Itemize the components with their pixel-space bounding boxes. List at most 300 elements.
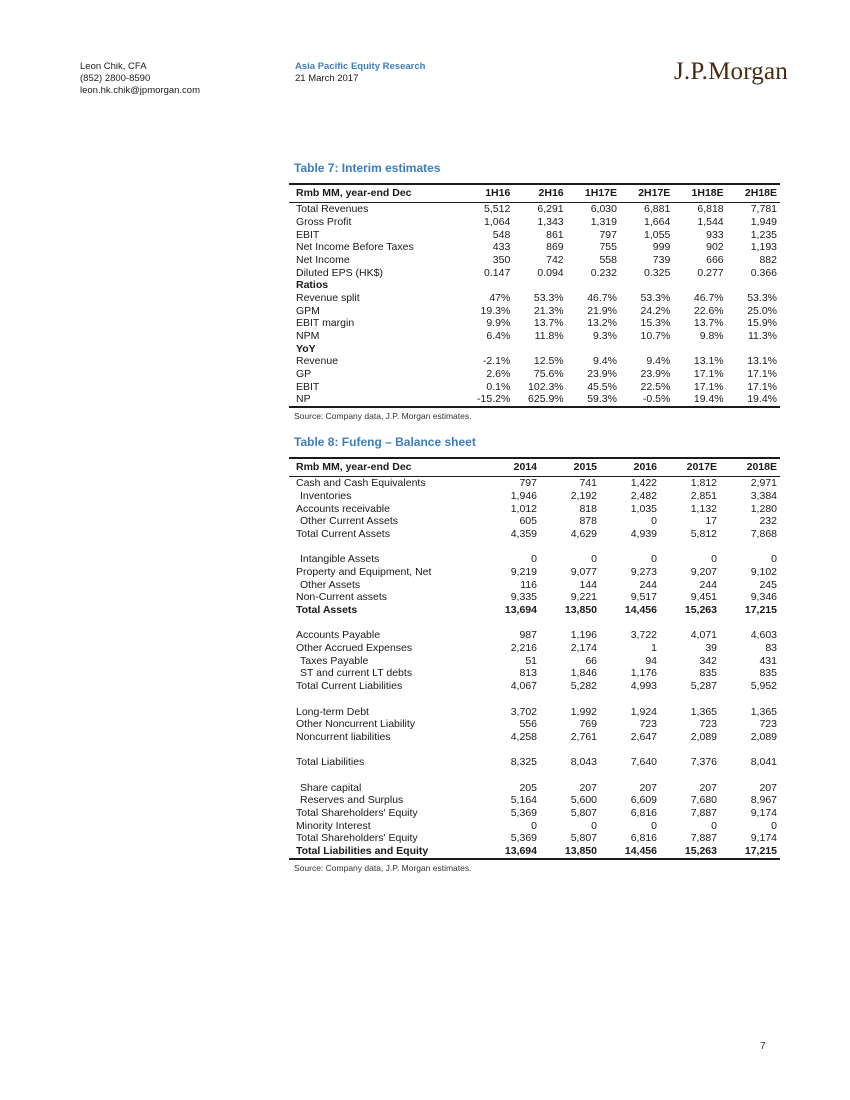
table-row [289, 794, 780, 807]
cell-value: 7,680 [690, 794, 717, 807]
cell-value: 1,235 [750, 228, 777, 241]
cell-value: 5,807 [570, 832, 597, 845]
row-label: Revenue split [296, 291, 360, 304]
table-row [289, 266, 780, 279]
cell-value: 8,041 [750, 756, 777, 769]
cell-value: 46.7% [587, 291, 617, 304]
cell-value: 244 [699, 578, 717, 591]
table-row [289, 642, 780, 655]
cell-value: 7,376 [690, 756, 717, 769]
cell-value: 0.277 [697, 266, 724, 279]
cell-value: 5,369 [510, 807, 537, 820]
cell-value: 548 [492, 228, 511, 241]
cell-value: 1,812 [690, 477, 717, 490]
cell-value: 0 [531, 553, 537, 566]
cell-value: 15,263 [684, 845, 717, 858]
cell-value: 7,868 [750, 527, 777, 540]
cell-value: 207 [639, 781, 657, 794]
table-row [289, 477, 780, 490]
cell-value: 5,807 [570, 807, 597, 820]
cell-value: 13.2% [587, 317, 617, 330]
cell-value: 53.3% [640, 291, 671, 304]
cell-value: 797 [599, 228, 617, 241]
cell-value: 207 [759, 781, 777, 794]
cell-value: 6,816 [630, 807, 657, 820]
cell-value: 861 [546, 228, 564, 241]
interim-estimates-table [289, 183, 780, 408]
table-row [289, 381, 780, 394]
cell-value: 66 [585, 654, 597, 667]
cell-value: 723 [699, 718, 717, 731]
column-header: 2H18E [744, 187, 777, 199]
cell-value: 1,319 [590, 215, 617, 228]
interim-estimates-section [289, 161, 780, 421]
column-header: 2015 [573, 461, 597, 473]
cell-value: 59.3% [587, 393, 617, 406]
author-phone: (852) 2800-8590 [80, 72, 151, 84]
cell-value: 244 [639, 578, 657, 591]
column-header: 2H16 [538, 187, 564, 199]
cell-value: 17 [705, 515, 717, 528]
table-row [289, 591, 780, 604]
cell-value: 1,946 [510, 489, 537, 502]
table-row [289, 502, 780, 515]
cell-value: 0 [651, 515, 657, 528]
cell-value: 2,192 [570, 489, 597, 502]
cell-value: 1,132 [690, 502, 717, 515]
cell-value: 2,761 [570, 730, 597, 743]
cell-value: 8,043 [570, 756, 597, 769]
cell-value: 15.3% [640, 317, 671, 330]
cell-value: 13.7% [693, 317, 724, 330]
cell-value: 9,273 [630, 565, 657, 578]
cell-value: 9,335 [510, 591, 537, 604]
cell-value [513, 343, 566, 356]
table-row [289, 807, 780, 820]
cell-value [727, 343, 780, 356]
row-label: Accounts receivable [296, 502, 390, 515]
table-row [289, 317, 780, 330]
cell-value: 45.5% [587, 380, 617, 393]
publication-division: Asia Pacific Equity Research [295, 61, 426, 72]
row-label: Total Current Assets [296, 527, 390, 540]
column-header: 1H16 [485, 187, 511, 199]
cell-value: 13,694 [504, 845, 537, 858]
cell-value: 1,196 [570, 629, 597, 642]
cell-value: 14,456 [624, 845, 657, 858]
row-label: Noncurrent liabilities [296, 730, 391, 743]
cell-value: 0.366 [750, 266, 777, 279]
table-row [289, 820, 780, 833]
cell-value: 431 [759, 654, 777, 667]
cell-value: 4,603 [750, 629, 777, 642]
table-row [289, 528, 780, 541]
cell-value: 1,012 [510, 502, 537, 515]
row-label: Inventories [300, 489, 352, 502]
cell-value: 741 [579, 477, 597, 490]
cell-value: 1,193 [750, 241, 777, 254]
row-label: EBIT [296, 380, 320, 393]
table-row [289, 330, 780, 343]
author-email: leon.hk.chik@jpmorgan.com [80, 84, 201, 96]
cell-value: 605 [519, 515, 537, 528]
row-label: Total Liabilities and Equity [296, 845, 429, 858]
cell-value: 1,035 [630, 502, 657, 515]
cell-value: 4,258 [510, 730, 537, 743]
table-row [289, 832, 780, 845]
cell-value: 25.0% [747, 304, 777, 317]
row-label: Revenue [296, 355, 339, 368]
table-row [289, 566, 780, 579]
row-label: Accounts Payable [296, 629, 381, 642]
column-header: 1H18E [691, 187, 724, 199]
row-label: Total Current Liabilities [296, 680, 403, 693]
cell-value [620, 343, 673, 356]
cell-value: 2,647 [630, 730, 657, 743]
row-label: Property and Equipment, Net [296, 565, 432, 578]
cell-value: 6,609 [630, 794, 657, 807]
cell-value: 13,850 [564, 604, 597, 617]
cell-value: 12.5% [533, 355, 564, 368]
spacer-row [289, 617, 780, 630]
cell-value: 342 [699, 654, 717, 667]
cell-value: 9,077 [570, 565, 597, 578]
cell-value: 9,207 [690, 565, 717, 578]
table-row [289, 355, 780, 368]
cell-value: 232 [759, 515, 777, 528]
row-label: Total Revenues [296, 203, 369, 216]
cell-value: 102.3% [528, 380, 564, 393]
cell-value: 13.7% [533, 317, 564, 330]
table-row [289, 731, 780, 744]
cell-value: 4,067 [510, 680, 537, 693]
cell-value: 21.9% [587, 304, 617, 317]
cell-value [567, 279, 620, 292]
cell-value: 1,664 [644, 215, 671, 228]
cell-value: 46.7% [693, 291, 724, 304]
spacer-cell [289, 743, 780, 756]
publication-date: 21 March 2017 [295, 72, 359, 84]
table-row [289, 667, 780, 680]
cell-value: 2,971 [750, 477, 777, 490]
cell-value: 9,174 [750, 807, 777, 820]
cell-value: 17,215 [744, 845, 777, 858]
spacer-row [289, 769, 780, 782]
cell-value: 9,346 [750, 591, 777, 604]
cell-value: 205 [519, 781, 537, 794]
cell-value: 207 [699, 781, 717, 794]
cell-value: 3,722 [630, 629, 657, 642]
table-row [289, 604, 780, 617]
cell-value: 1,055 [644, 228, 671, 241]
row-label: NPM [296, 330, 320, 343]
column-header: 2017E [686, 461, 717, 473]
page-number: 7 [760, 1041, 766, 1052]
cell-value: 1,365 [690, 705, 717, 718]
row-label: GPM [296, 304, 320, 317]
cell-value: -15.2% [477, 393, 511, 406]
cell-value: 5,282 [570, 680, 597, 693]
column-header: 1H17E [584, 187, 617, 199]
row-label: Total Assets [296, 604, 358, 617]
table-row [289, 292, 780, 305]
cell-value: 9,102 [750, 565, 777, 578]
cell-value: 5,812 [690, 527, 717, 540]
column-header: 2016 [633, 461, 657, 473]
cell-value: 723 [639, 718, 657, 731]
cell-value: 1,544 [697, 215, 724, 228]
cell-value: 1,422 [630, 477, 657, 490]
cell-value: 0 [651, 553, 657, 566]
table-row [289, 203, 780, 216]
cell-value: 0 [591, 553, 597, 566]
cell-value: 723 [759, 718, 777, 731]
spacer-cell [289, 693, 780, 706]
table-row [289, 782, 780, 795]
cell-value: 1,176 [630, 667, 657, 680]
row-label: Total Shareholders' Equity [296, 807, 418, 820]
cell-value: 2,089 [690, 730, 717, 743]
cell-value: 7,887 [690, 807, 717, 820]
cell-value: 9.3% [593, 330, 617, 343]
cell-value: 2,482 [630, 489, 657, 502]
cell-value: -0.5% [642, 393, 671, 406]
cell-value: 9,221 [570, 591, 597, 604]
row-label: Ratios [296, 279, 329, 292]
table8-title: Table 8: Fufeng – Balance sheet [294, 435, 476, 449]
cell-value: 813 [519, 667, 537, 680]
cell-value: 1,365 [750, 705, 777, 718]
cell-value: 4,993 [630, 680, 657, 693]
cell-value: 13.1% [747, 355, 777, 368]
row-label: Other Noncurrent Liability [296, 718, 416, 731]
cell-value: 51 [525, 654, 537, 667]
row-label: YoY [296, 342, 316, 355]
cell-value: 1,846 [570, 667, 597, 680]
cell-value: 2,216 [510, 642, 537, 655]
cell-value: 22.6% [693, 304, 724, 317]
table-header-row [289, 458, 780, 477]
cell-value: 4,359 [510, 527, 537, 540]
cell-value: 0 [771, 819, 777, 832]
cell-value: 39 [705, 642, 717, 655]
cell-value: 878 [579, 515, 597, 528]
cell-value: 6.4% [486, 330, 511, 343]
cell-value: 11.8% [534, 330, 564, 343]
cell-value: 556 [519, 718, 537, 731]
cell-value: 0.232 [590, 266, 617, 279]
cell-value: 245 [759, 578, 777, 591]
row-label: Other Assets [300, 578, 361, 591]
table-row [289, 579, 780, 592]
cell-value: 6,030 [590, 203, 617, 216]
cell-value: 5,369 [510, 832, 537, 845]
jpmorgan-logo: J.P.Morgan [673, 58, 788, 85]
cell-value: 19.3% [480, 304, 511, 317]
cell-value: 13,850 [564, 845, 597, 858]
row-label: Net Income [296, 253, 350, 266]
cell-value [673, 279, 726, 292]
cell-value: 5,512 [484, 203, 511, 216]
cell-value: 17.1% [693, 380, 724, 393]
cell-value: 5,164 [510, 794, 537, 807]
spacer-cell [289, 540, 780, 553]
column-header: 2018E [746, 461, 777, 473]
cell-value: 739 [652, 253, 671, 266]
row-label: EBIT [296, 228, 320, 241]
table-row [289, 718, 780, 731]
cell-value: 19.4% [693, 393, 724, 406]
cell-value: 11.3% [748, 330, 777, 343]
author-block [80, 61, 200, 96]
row-label: NP [296, 393, 311, 406]
cell-value: 1,949 [750, 215, 777, 228]
cell-value: 5,600 [570, 794, 597, 807]
cell-value: 5,952 [750, 680, 777, 693]
table-row [289, 705, 780, 718]
table-row [289, 655, 780, 668]
cell-value: 1,064 [484, 215, 511, 228]
table8-source: Source: Company data, J.P. Morgan estimates. [294, 862, 472, 873]
row-label: Gross Profit [296, 215, 352, 228]
row-label: Long-term Debt [296, 705, 369, 718]
cell-value: 902 [706, 241, 724, 254]
table-row [289, 680, 780, 693]
cell-value: 2.6% [486, 368, 511, 381]
cell-value: 17.1% [747, 380, 777, 393]
cell-value: 1,280 [750, 502, 777, 515]
table-row [289, 241, 780, 254]
table-row [289, 368, 780, 381]
cell-value: 4,629 [570, 527, 597, 540]
cell-value: 2,851 [690, 489, 717, 502]
cell-value: 9,174 [750, 832, 777, 845]
cell-value: 7,887 [690, 832, 717, 845]
row-label: Reserves and Surplus [300, 794, 404, 807]
author-name: Leon Chik, CFA [80, 61, 147, 72]
cell-value: 6,291 [537, 203, 564, 216]
column-header: 2H17E [638, 187, 671, 199]
cell-value: 14,456 [624, 604, 657, 617]
cell-value [673, 343, 726, 356]
cell-value: 0 [591, 819, 597, 832]
cell-value: 0 [651, 819, 657, 832]
cell-value: 116 [520, 578, 537, 591]
cell-value: 83 [765, 642, 777, 655]
cell-value: 6,881 [644, 203, 671, 216]
spacer-cell [289, 769, 780, 782]
row-label: GP [296, 368, 312, 381]
cell-value: 2,089 [750, 730, 777, 743]
cell-value: 9,219 [510, 565, 537, 578]
cell-value: 19.4% [747, 393, 777, 406]
cell-value: 9,517 [630, 591, 657, 604]
table-row [289, 845, 780, 859]
cell-value: 1,343 [537, 215, 564, 228]
row-label: Total Shareholders' Equity [296, 832, 418, 845]
cell-value: 769 [579, 718, 597, 731]
balance-sheet-section [289, 435, 780, 873]
cell-value [460, 279, 513, 292]
row-label-header: Rmb MM, year-end Dec [296, 461, 412, 473]
spacer-row [289, 540, 780, 553]
balance-sheet-table [289, 457, 780, 860]
cell-value: 3,702 [510, 705, 537, 718]
row-label: Share capital [300, 781, 362, 794]
cell-value: 3,384 [750, 489, 777, 502]
cell-value: 8,967 [750, 794, 777, 807]
row-label: Cash and Cash Equivalents [296, 477, 426, 490]
cell-value: 13,694 [504, 604, 537, 617]
cell-value: 4,939 [630, 527, 657, 540]
row-label: Total Liabilities [296, 756, 365, 769]
table7-title: Table 7: Interim estimates [294, 161, 441, 175]
cell-value: 7,781 [750, 203, 777, 216]
cell-value: 47% [489, 291, 511, 304]
cell-value: -2.1% [482, 355, 511, 368]
cell-value: 0.147 [484, 266, 511, 279]
row-label: Other Current Assets [300, 515, 399, 528]
cell-value: 17.1% [693, 368, 724, 381]
cell-value: 15.9% [747, 317, 777, 330]
cell-value: 433 [492, 241, 511, 254]
cell-value: 207 [579, 781, 597, 794]
cell-value: 75.6% [533, 368, 564, 381]
cell-value: 0 [771, 553, 777, 566]
cell-value: 835 [759, 667, 777, 680]
cell-value: 625.9% [528, 393, 564, 406]
cell-value [460, 343, 513, 356]
table7-source: Source: Company data, J.P. Morgan estimates. [294, 411, 472, 421]
cell-value: 835 [699, 667, 717, 680]
cell-value: 666 [706, 253, 724, 266]
cell-value: 558 [599, 253, 617, 266]
table-row [289, 254, 780, 267]
row-label: Other Accrued Expenses [296, 642, 413, 655]
table-row [289, 393, 780, 407]
table-row [289, 305, 780, 318]
cell-value: 17.1% [747, 368, 777, 381]
cell-value [513, 279, 566, 292]
cell-value [567, 343, 620, 356]
cell-value: 0.094 [537, 266, 564, 279]
cell-value: 1,924 [630, 705, 657, 718]
row-label: Net Income Before Taxes [296, 241, 414, 254]
table-row [289, 216, 780, 229]
cell-value: 987 [519, 629, 537, 642]
spacer-cell [289, 617, 780, 630]
cell-value: 742 [546, 253, 564, 266]
cell-value: 7,640 [630, 756, 657, 769]
cell-value: 10.7% [640, 330, 671, 343]
cell-value [727, 279, 780, 292]
cell-value: 24.2% [640, 304, 671, 317]
cell-value: 9.9% [486, 317, 511, 330]
cell-value: 5,287 [690, 680, 717, 693]
cell-value [620, 279, 673, 292]
row-label: Diluted EPS (HK$) [296, 266, 383, 279]
cell-value: 94 [645, 654, 657, 667]
cell-value: 755 [599, 241, 617, 254]
cell-value: 999 [652, 241, 671, 254]
cell-value: 0 [711, 553, 717, 566]
publication-block [295, 61, 425, 85]
cell-value: 869 [546, 241, 564, 254]
table-header-row [289, 184, 780, 203]
cell-value: 53.3% [747, 291, 777, 304]
cell-value: 4,071 [690, 629, 717, 642]
table-row [289, 279, 780, 292]
